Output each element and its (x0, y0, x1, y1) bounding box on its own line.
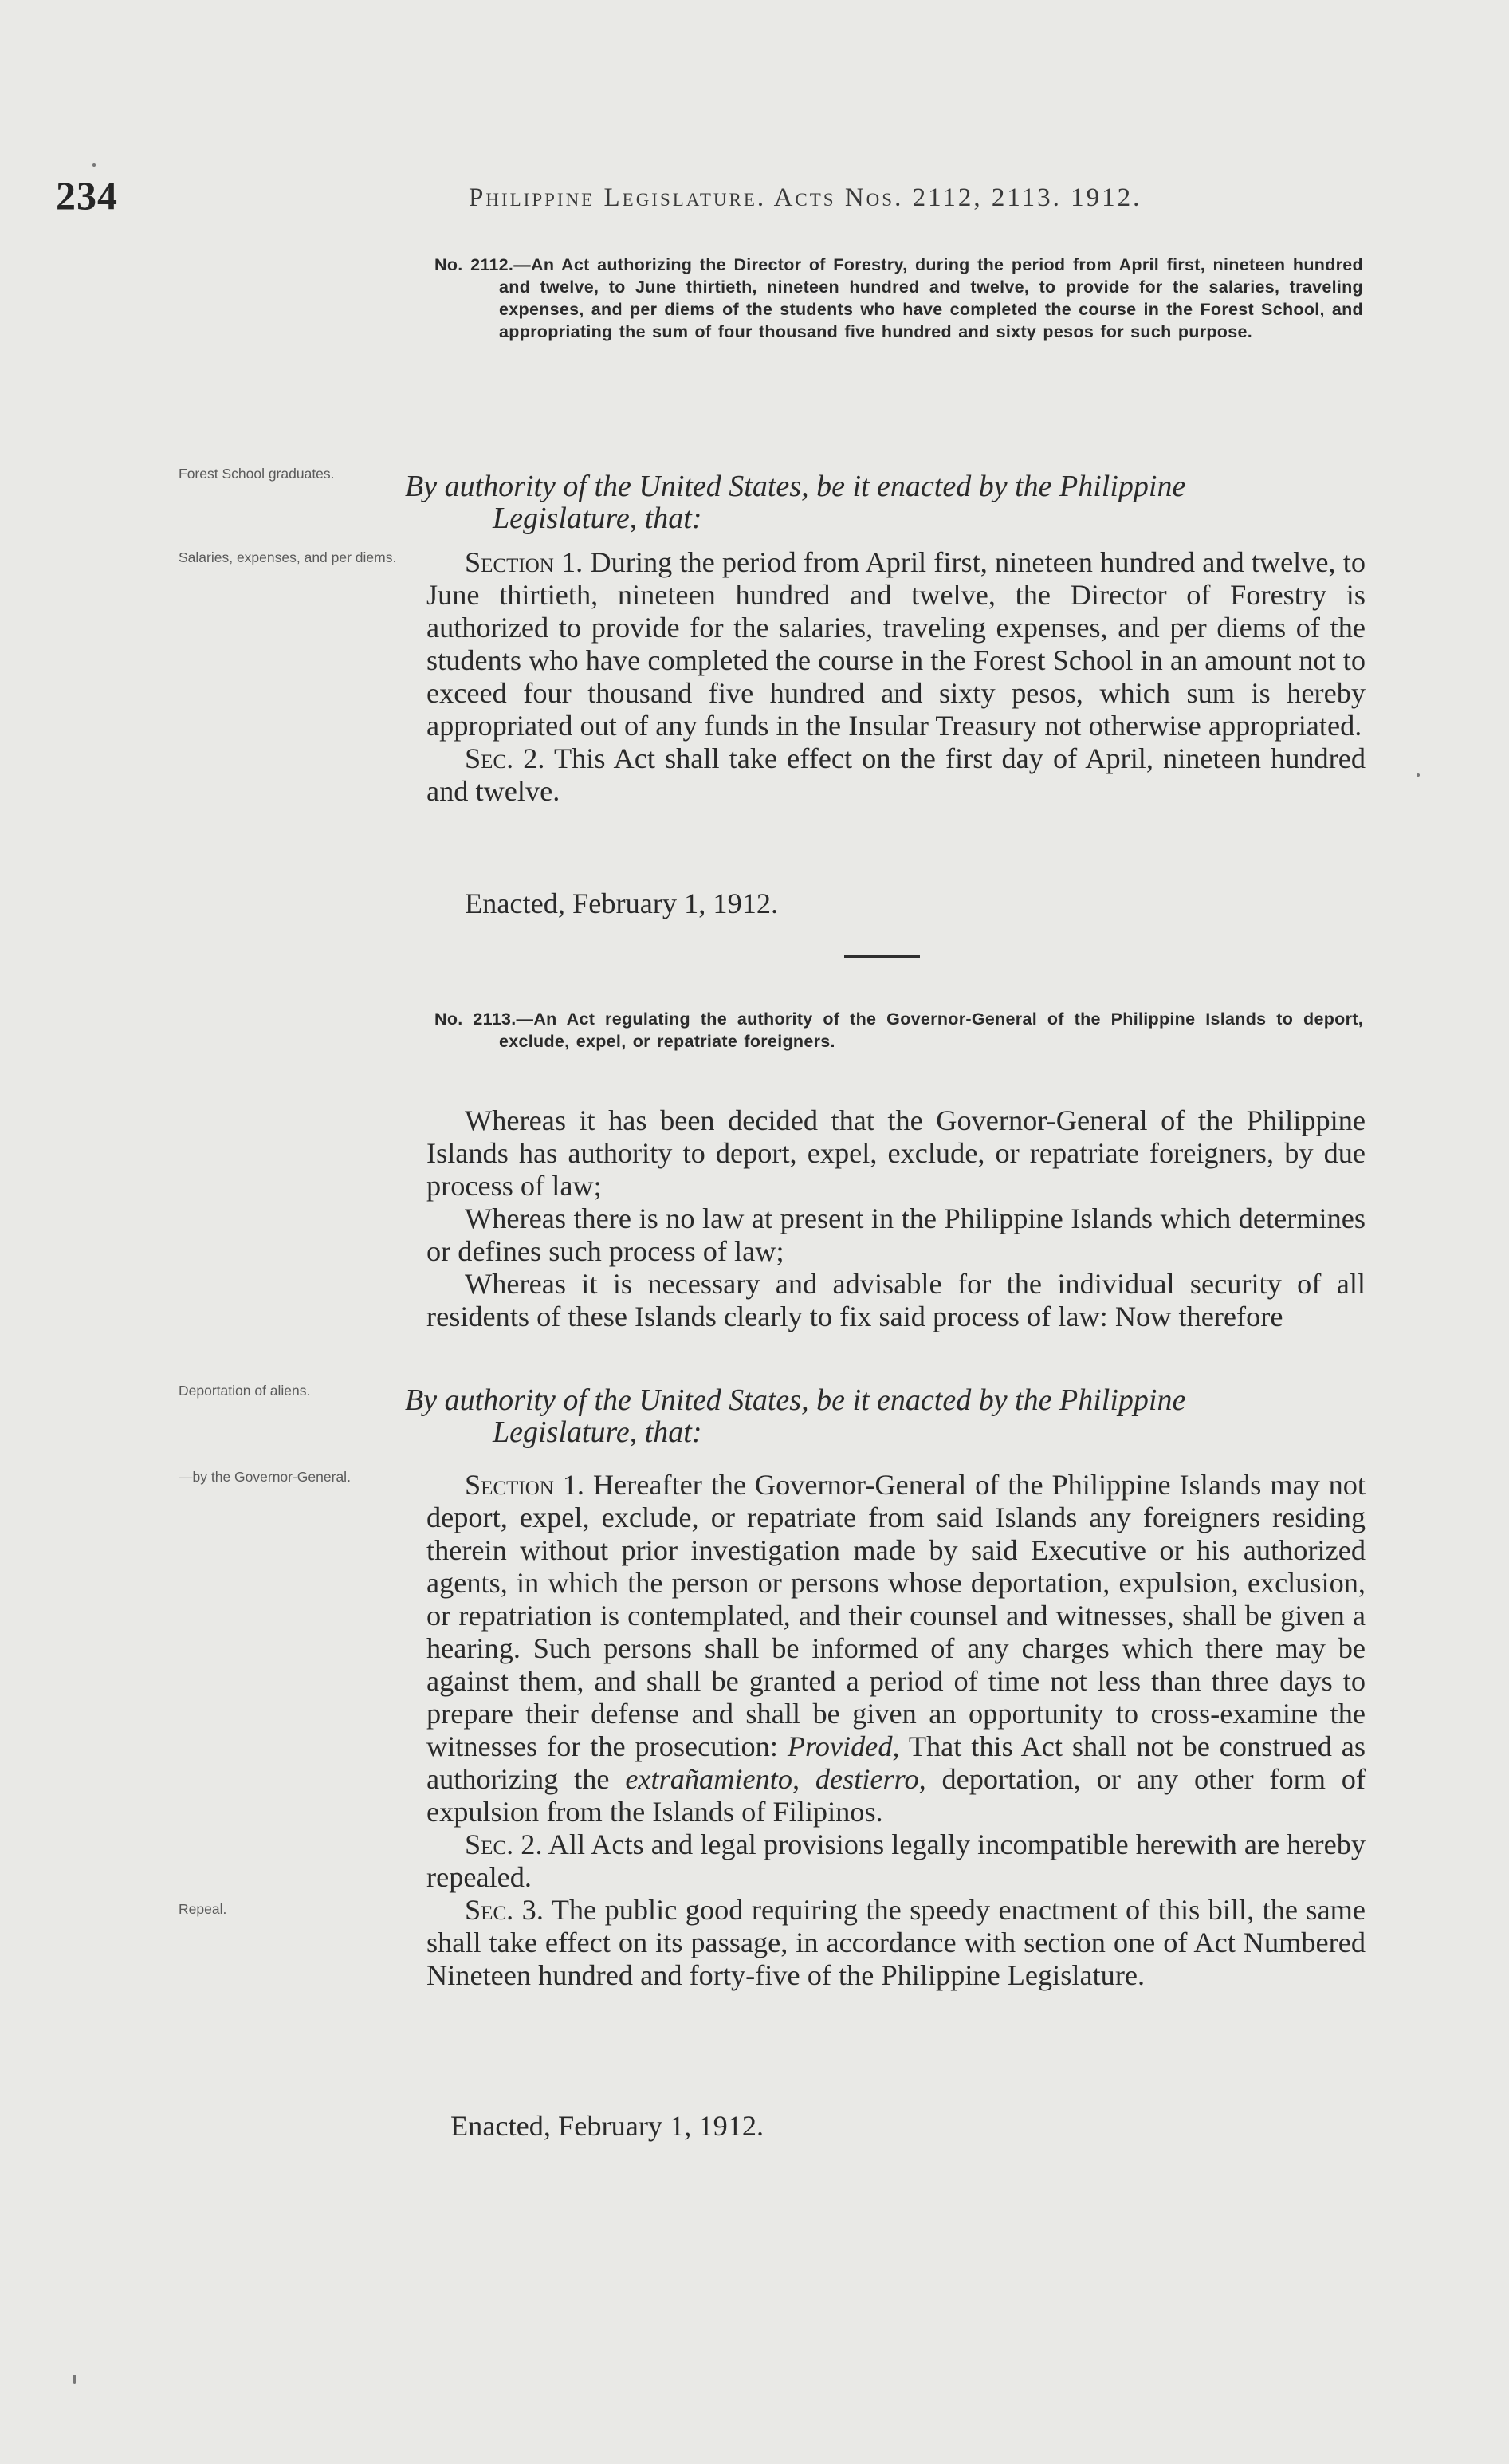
section-head: Section 1. (465, 546, 584, 578)
act-2112-body (426, 546, 1366, 808)
side-note-salaries: Salaries, expenses, and per diems. (179, 549, 397, 565)
act-2113-enacting-line1: By authority of the United States, be it enacted by the Philippine (405, 1384, 1186, 1417)
side-note-by-governor-general: —by the Governor-General. (179, 1469, 351, 1485)
act-2113-preamble (426, 1104, 1366, 1333)
act-2113-body (426, 1469, 1366, 1992)
act-2113-section-2 (426, 1828, 1366, 1894)
act-2112-title (434, 254, 1363, 343)
whereas-clause: Whereas it has been decided that the Governor-General of the Philippine Islands has authority to deport, expel, exclude, or repatriate foreigners, by due process of law; (426, 1104, 1366, 1202)
section-head: Sec. 2. (465, 1828, 543, 1860)
section-text: Hereafter the Governor-General of the Philippine Islands may not deport, expel, exclude, or repatriate from said Islands any foreigners residing therein without prior investigation made by said Executive or his authorized agents, in which the person or persons whose deportation, expulsion, exclusion, or repatriation is contemplated, and their counsel and witnesses, shall be given a hearing. Such persons shall be informed of any charges which there may be against them, and shall be granted a period of time not less than three days to prepare their defense and shall be given an opportunity to cross-examine the witnesses for the prosecution: (426, 1469, 1366, 1762)
act-2113-section-1 (426, 1469, 1366, 1828)
act-2112-section-1 (426, 546, 1366, 742)
act-2112-enacting-line1: By authority of the United States, be it enacted by the Philippine (405, 470, 1186, 503)
whereas-clause: Whereas it is necessary and advisable for the individual security of all residents of these Islands clearly to fix said process of law: Now therefore (426, 1268, 1366, 1332)
scan-speck (92, 163, 96, 167)
act-2113-section-3 (426, 1894, 1366, 1992)
scan-speck (73, 2375, 76, 2384)
provided-term: Provided, (787, 1730, 900, 1762)
act-2113-title (434, 1008, 1363, 1053)
section-head: Sec. 3. (465, 1894, 544, 1926)
section-divider (844, 955, 920, 958)
act-2112-enacted-date: Enacted, February 1, 1912. (465, 888, 779, 919)
section-text: During the period from April first, nineteen hundred and twelve, to June thirtieth, nineteen hundred and twelve, the Director of Forestry is authorized to provide for the salaries, traveling expenses, and per diems of the students who have completed the course in the Forest School in an amount not to exceed four thousand five hundred and sixty pesos, which sum is hereby appropriated out of any funds in the Insular Treasury not otherwise appropriated. (426, 546, 1366, 742)
side-note-forest-school: Forest School graduates. (179, 466, 335, 482)
act-2112-section-2 (426, 742, 1366, 808)
section-text: The public good requiring the speedy enactment of this bill, the same shall take effect on its passage, in accordance with section one of Act Numbered Nineteen hundred and forty-five of the Philippine Legislature. (426, 1894, 1366, 1991)
act-2113-enacting-clause (405, 1384, 1366, 1448)
section-head: Sec. 2. (465, 742, 545, 774)
section-text: All Acts and legal provisions legally incompatible herewith are hereby repealed. (426, 1828, 1366, 1893)
act-2113-enacted-date: Enacted, February 1, 1912. (450, 2110, 764, 2142)
section-text: This Act shall take effect on the first day of April, nineteen hundred and twelve. (426, 742, 1366, 807)
running-head: Philippine Legislature. Acts Nos. 2112, 2113. 1912. (469, 183, 1142, 212)
scan-speck (1417, 773, 1420, 777)
whereas-clause: Whereas there is no law at present in the Philippine Islands which determines or defines such process of law; (426, 1202, 1366, 1267)
act-2113-enacting-line2: Legislature, that: (493, 1415, 702, 1449)
section-text: deportation, or any other form of expulsion from the Islands of Filipinos. (426, 1763, 1366, 1828)
act-2112-title-text: No. 2112.—An Act authorizing the Director of Forestry, during the period from April first, nineteen hundred and twelve, to June thirtieth, nineteen hundred and twelve, to provide for the salaries, traveling expenses, and per diems of the students who have completed the course in the Forest School, and appropriating the sum of four thousand five hundred and sixty pesos for such purpose. (434, 255, 1363, 341)
section-head: Section 1. (465, 1469, 584, 1501)
side-note-repeal: Repeal. (179, 1901, 227, 1917)
page-number: 234 (56, 173, 118, 218)
act-2112-enacting-line2: Legislature, that: (493, 502, 702, 535)
section-text: That this Act shall not be construed as authorizing the (426, 1730, 1366, 1795)
italic-terms: extrañamiento, destierro, (625, 1763, 926, 1795)
side-note-deportation: Deportation of aliens. (179, 1383, 311, 1399)
act-2113-title-text: No. 2113.—An Act regulating the authority of the Governor-General of the Philippine Islands to deport, exclude, expel, or repatriate foreigners. (434, 1010, 1363, 1051)
act-2112-enacting-clause (405, 470, 1366, 534)
